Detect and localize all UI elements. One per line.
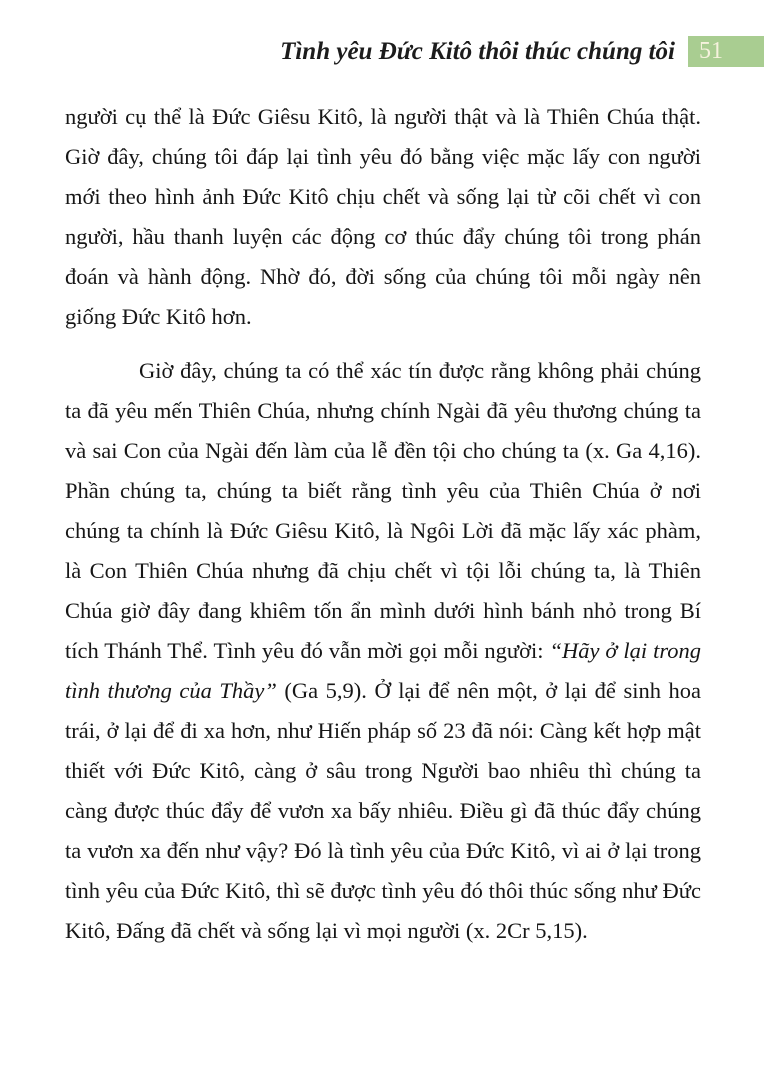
page-header [0, 36, 764, 67]
body-text [65, 97, 701, 965]
quote-text: “Hãy ở lại trong tình thương của Thầy” [65, 638, 702, 703]
paragraph-text: người cụ thể là Đức Giêsu Kitô, là người thật và là Thiên Chúa thật. Giờ đây, chúng tôi đáp lại tình yêu đó bằng việc mặc lấy con người mới theo hình ảnh Đức Kitô chịu chết và sống lại từ cõi chết vì con người, hầu thanh luyện các động cơ thúc đẩy chúng tôi trong phán đoán và hành động. Nhờ đó, đời sống của chúng tôi mỗi ngày nên giống Đức Kitô hơn. [65, 104, 701, 329]
page-number-badge: 51 [688, 36, 764, 67]
paragraph-text: (Ga 5,9). Ở lại để nên một, ở lại để sinh hoa trái, ở lại để đi xa hơn, như Hiến pháp số 23 đã nói: Càng kết hợp mật thiết với Đức Kitô, càng ở sâu trong Người bao nhiêu thì chúng ta càng được thúc đẩy để vươn xa bấy nhiêu. Điều gì đã thúc đẩy chúng ta vươn xa đến như vậy? Đó là tình yêu của Đức Kitô, vì ai ở lại trong tình yêu của Đức Kitô, thì sẽ được tình yêu đó thôi thúc sống như Đức Kitô, Đấng đã chết và sống lại vì mọi người (x. 2Cr 5,15). [65, 678, 701, 943]
paragraph-text: Giờ đây, chúng ta có thể xác tín được rằng không phải chúng ta đã yêu mến Thiên Chúa, nhưng chính Ngài đã yêu thương chúng ta và sai Con của Ngài đến làm của lễ đền tội cho chúng ta (x. Ga 4,16). Phần chúng ta, chúng ta biết rằng tình yêu của Thiên Chúa ở nơi chúng ta chính là Đức Giêsu Kitô, là Ngôi Lời đã mặc lấy xác phàm, là Con Thiên Chúa nhưng đã chịu chết vì tội lỗi chúng ta, là Thiên Chúa giờ đây đang khiêm tốn ẩn mình dưới hình bánh nhỏ trong Bí tích Thánh Thể. Tình yêu đó vẫn mời gọi mỗi người: [65, 358, 701, 663]
running-title: Tình yêu Đức Kitô thôi thúc chúng tôi [280, 38, 675, 65]
paragraph [65, 351, 701, 951]
paragraph [65, 97, 701, 337]
